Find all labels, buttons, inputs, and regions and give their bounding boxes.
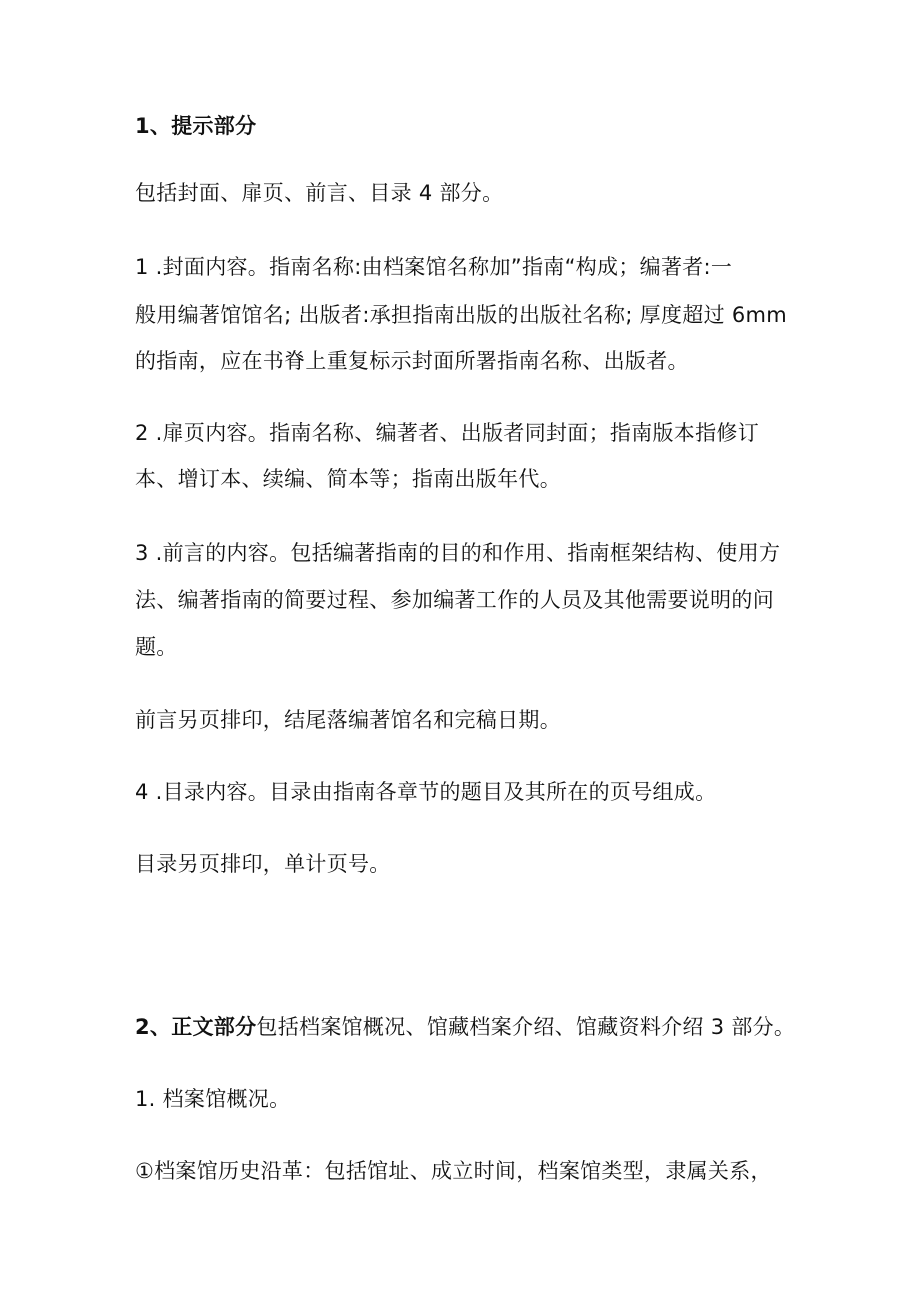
item-4-line: 4 .目录内容。目录由指南各章节的题目及其所在的页号组成。 <box>135 780 717 804</box>
item-3-line-2: 法、编著指南的简要过程、参加编著工作的人员及其他需要说明的问 <box>135 588 774 612</box>
section-1-heading: 1、提示部分 <box>135 114 257 138</box>
item-2-line-1: 2 .扉页内容。指南名称、编著者、出版者同封面；指南版本指修订 <box>135 421 760 445</box>
section-2-heading: 2、正文部分 <box>135 1015 257 1039</box>
section-1-intro: 包括封面、扉页、前言、目录 4 部分。 <box>135 181 504 205</box>
item-4-note: 目录另页排印，单计页号。 <box>135 852 391 876</box>
section-2-line <box>135 1012 795 1042</box>
item-1-line-3: 的指南，应在书脊上重复标示封面所署指南名称、出版者。 <box>135 349 689 373</box>
item-3-line-3: 题。 <box>135 635 178 659</box>
item-2-line-2: 本、增订本、续编、简本等；指南出版年代。 <box>135 467 561 491</box>
section-2-sub-1: 1. 档案馆概况。 <box>135 1087 291 1111</box>
item-3-note: 前言另页排印，结尾落编著馆名和完稿日期。 <box>135 708 561 732</box>
item-1-line-2: 般用编著馆馆名; 出版者:承担指南出版的出版社名称; 厚度超过 6mm <box>135 303 788 327</box>
section-2-heading-rest: 包括档案馆概况、馆藏档案介绍、馆藏资料介绍 3 部分。 <box>256 1015 796 1039</box>
item-3-line-1: 3 .前言的内容。包括编著指南的目的和作用、指南框架结构、使用方 <box>135 541 781 565</box>
section-2-sub-1-item-1: ①档案馆历史沿革：包括馆址、成立时间，档案馆类型，隶属关系， <box>135 1159 772 1183</box>
item-1-line-1: 1 .封面内容。指南名称:由档案馆名称加”指南“构成；编著者:一 <box>135 255 733 279</box>
